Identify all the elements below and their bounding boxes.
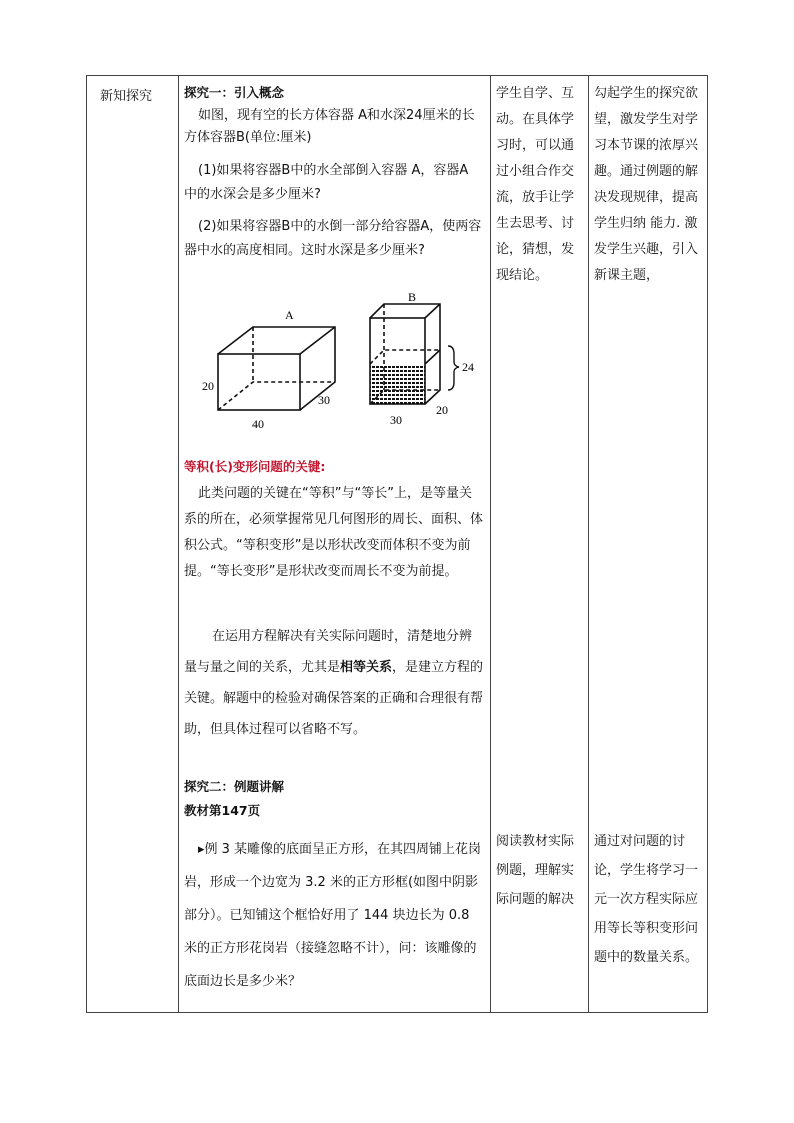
table-divider-3 <box>588 75 589 1013</box>
table-border-right <box>707 75 708 1013</box>
container-b-water <box>370 364 425 404</box>
student-activity-2: 阅读教材实际例题，理解实际问题的解决 <box>496 834 575 907</box>
table-border-top <box>86 75 708 76</box>
table-border-left <box>86 75 87 1013</box>
table-border-bottom <box>86 1012 708 1013</box>
container-diagram <box>184 290 490 430</box>
container-b-width: 30 <box>390 413 402 427</box>
equation-paragraph <box>184 621 484 745</box>
inquiry1-title: 探究一：引入概念 <box>184 85 285 100</box>
table-divider-2 <box>490 75 491 1013</box>
design-purpose-1: 勾起学生的探究欲望，激发学生对学习本节课的浓厚兴趣。通过例题的解决发现规律，提高学生归纳 能力. 激发学生兴趣，引入新课主题， <box>594 86 699 283</box>
equation-paragraph-end: ，是建立方程的关键。解题中的检验对确保答案的正确和合理很有帮助，但具体过程可以省略不写。 <box>184 660 484 737</box>
textbook-page: 教材第147页 <box>184 803 261 818</box>
inquiry2-title: 探究二：例题讲解 <box>184 779 285 794</box>
key-text: 此类问题的关键在“等积”与“等长”上，是等量关系的所在，必须掌握常见几何图形的周长、面积、体积公式。“等积变形”是以形状改变而体积不变为前提。“等长变形”是形状改变而周长不变为前提。 <box>184 486 484 579</box>
container-a-depth: 30 <box>318 393 330 407</box>
design-purpose-2: 通过对问题的讨论，学生将学习一元一次方程实际应用等长等积变形问题中的数量关系。 <box>594 834 699 965</box>
key-title: 等积(长)变形问题的关键: <box>184 459 326 474</box>
container-a-length: 40 <box>252 417 264 430</box>
inquiry1-question-2: (2)如果将容器B中的水倒一部分给容器A，使两容器中水的高度相同。这时水深是多少厘米? <box>184 219 482 258</box>
container-b-depth: 20 <box>436 403 448 417</box>
container-a-label: A <box>285 308 294 322</box>
container-b-label: B <box>408 290 417 304</box>
student-activity-1: 学生自学、互动。在具体学习时，可以通过小组合作交流，放手让学生去思考、讨论，猜想，发现结论。 <box>496 86 575 283</box>
container-figure <box>184 290 490 430</box>
lesson-table <box>86 75 708 1013</box>
container-b-water-depth: 24 <box>462 360 474 374</box>
equation-paragraph-bold: 相等关系 <box>340 660 393 675</box>
inquiry1-intro: 如图，现有空的长方体容器 A和水深24厘米的长方体容器B(单位:厘米) <box>184 108 475 145</box>
water-depth-brace <box>448 346 459 390</box>
example-3-text: ▸例 3 某雕像的底面呈正方形，在其四周铺上花岗岩，形成一个边宽为 3.2 米的正方形框(如图中阴影部分）。已知铺这个框恰好用了 144 块边长为 0.8 米的正方形花岗岩（接缝忽略不计），问：该雕像的底面边长是多少米？ <box>184 842 482 989</box>
inquiry1-question-1: (1)如果将容器B中的水全部倒入容器 A，容器A 中的水深会是多少厘米? <box>184 163 469 202</box>
equation-paragraph-start: 在运用方程解决有关实际问题时，清楚地分辨量与量之间的关系，尤其是 <box>184 629 473 675</box>
table-divider-1 <box>178 75 179 1013</box>
container-a-height: 20 <box>202 379 214 393</box>
row-label: 新知探究 <box>100 89 153 104</box>
